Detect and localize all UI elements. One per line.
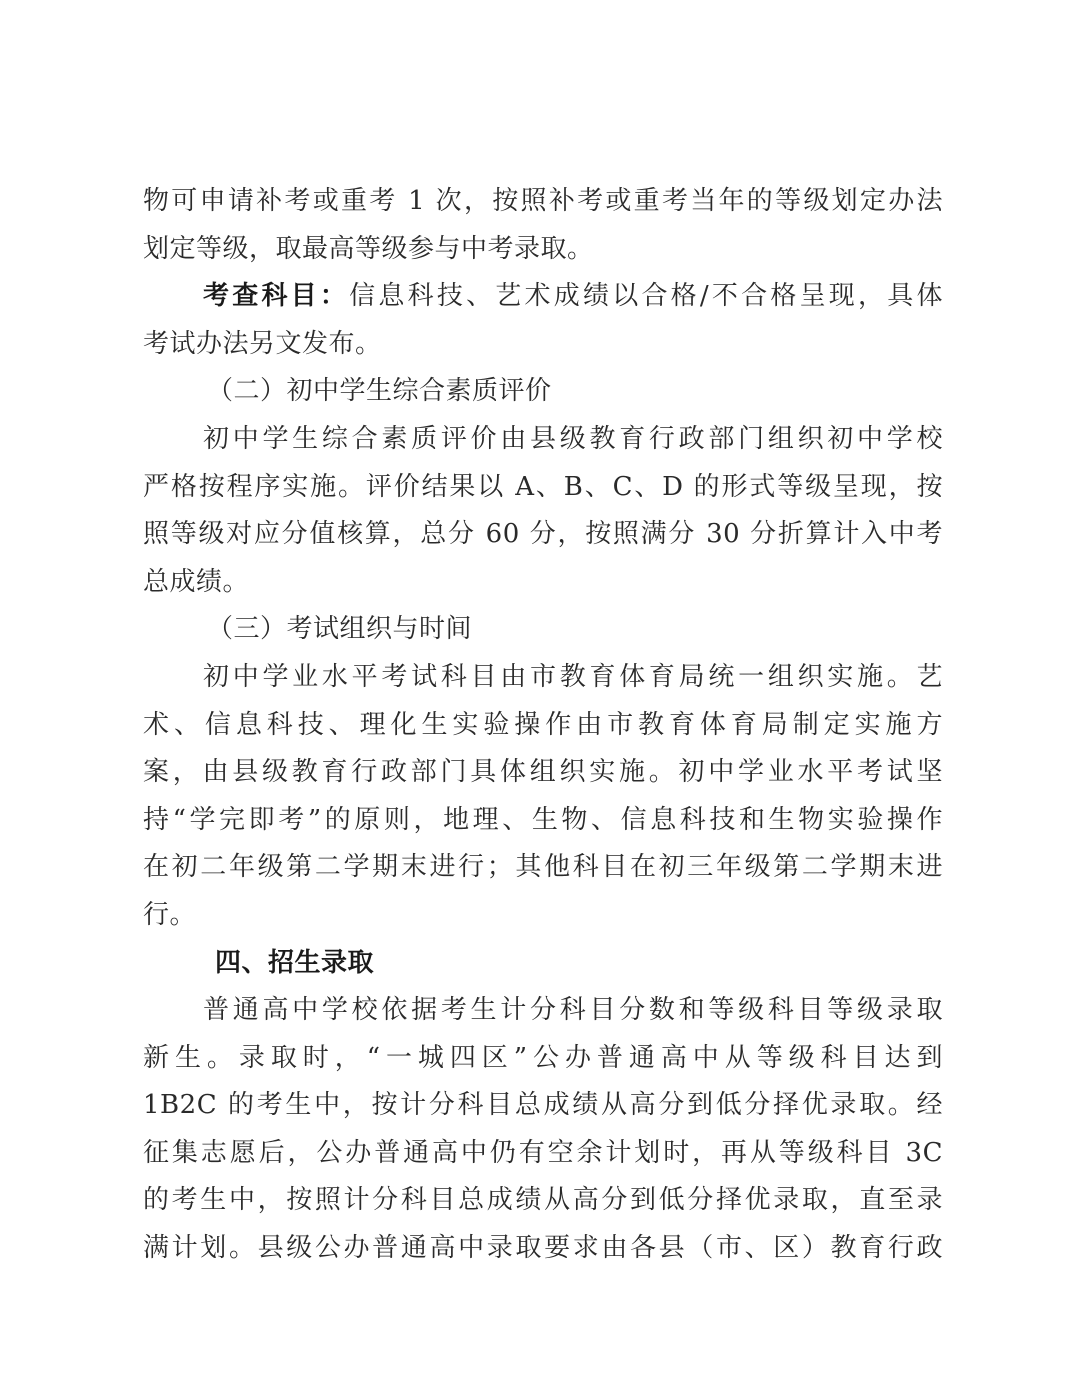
section-heading: 四、招生录取 bbox=[215, 947, 375, 978]
text-line: 术、信息科技、理化生实验操作由市教育体育局制定实施方 bbox=[143, 709, 943, 740]
text-line: 新生。录取时，“一城四区”公办普通高中从等级科目达到 bbox=[143, 1042, 943, 1073]
text-line: 案，由县级教育行政部门具体组织实施。初中学业水平考试坚 bbox=[143, 757, 943, 788]
text-line: 满计划。县级公办普通高中录取要求由各县（市、区）教育行政 bbox=[143, 1233, 943, 1264]
text-line: 在初二年级第二学期末进行；其他科目在初三年级第二学期末进 bbox=[143, 852, 943, 883]
text-line: 划定等级，取最高等级参与中考录取。 bbox=[143, 233, 594, 264]
document-body bbox=[143, 178, 943, 1273]
text-line: 严格按程序实施。评价结果以 A、B、C、D 的形式等级呈现，按 bbox=[143, 471, 943, 502]
text-line bbox=[143, 273, 943, 321]
text-line: 征集志愿后，公办普通高中仍有空余计划时，再从等级科目 3C bbox=[143, 1137, 943, 1168]
subsection-heading: （三）考试组织与时间 bbox=[207, 614, 473, 645]
text-line: 持“学完即考”的原则，地理、生物、信息科技和生物实验操作 bbox=[143, 804, 943, 835]
text-line: 照等级对应分值核算，总分 60 分，按照满分 30 分折算计入中考 bbox=[143, 519, 943, 550]
text-line: 物可申请补考或重考 1 次，按照补考或重考当年的等级划定办法 bbox=[143, 186, 943, 216]
text-line: 考试办法另文发布。 bbox=[143, 328, 382, 359]
text-line: 初中学业水平考试科目由市教育体育局统一组织实施。艺 bbox=[203, 661, 943, 692]
text-line: 1B2C 的考生中，按计分科目总成绩从高分到低分择优录取。经 bbox=[143, 1090, 943, 1121]
text-line: 总成绩。 bbox=[143, 566, 250, 597]
text-line: 初中学生综合素质评价由县级教育行政部门组织初中学校 bbox=[203, 423, 943, 454]
text-span: 信息科技、艺术成绩以合格/不合格呈现，具体 bbox=[349, 281, 943, 312]
text-line: 行。 bbox=[143, 899, 197, 930]
bold-label: 考查科目： bbox=[203, 281, 350, 312]
text-line: 普通高中学校依据考生计分科目分数和等级科目等级录取 bbox=[203, 995, 943, 1026]
text-line: 的考生中，按照计分科目总成绩从高分到低分择优录取，直至录 bbox=[143, 1185, 943, 1216]
subsection-heading: （二）初中学生综合素质评价 bbox=[207, 376, 552, 407]
